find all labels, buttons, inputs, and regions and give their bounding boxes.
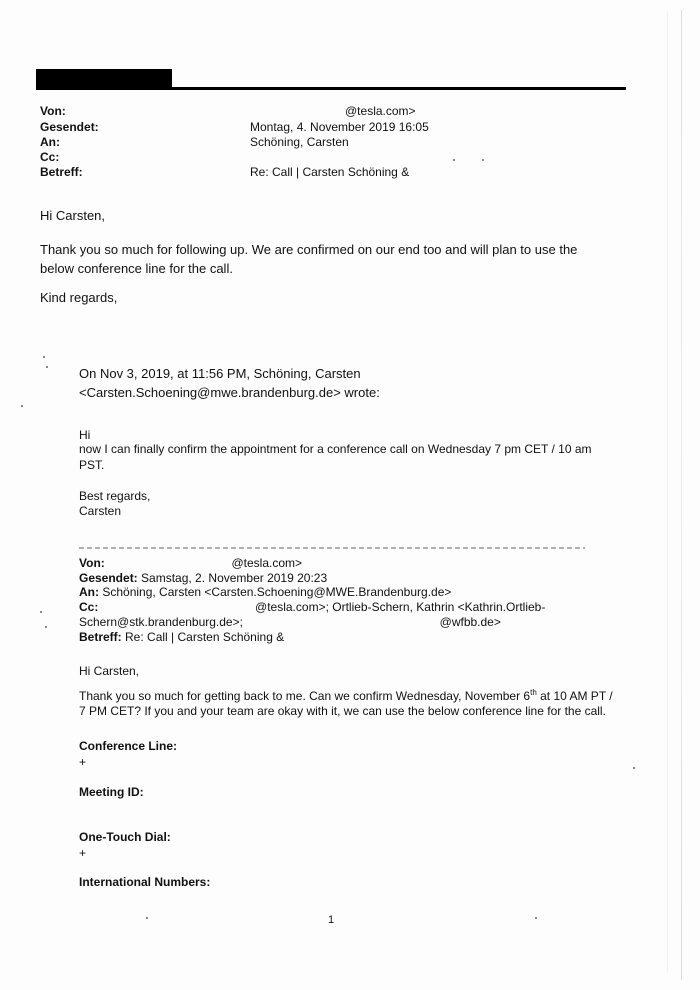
meeting-id-label: Meeting ID: <box>79 785 144 799</box>
forwarded-betreff-label: Betreff: <box>79 630 122 644</box>
scan-speck <box>146 917 148 919</box>
quoted-best-regards: Best regards, <box>79 489 151 503</box>
header-an-label: An: <box>40 135 60 149</box>
scan-speck <box>482 159 484 161</box>
header-von-value: @tesla.com> <box>345 104 416 118</box>
scan-speck <box>43 356 45 358</box>
redaction-block <box>36 69 172 88</box>
header-an-value: Schöning, Carsten <box>250 135 349 149</box>
scan-speck <box>46 366 48 368</box>
page-number: 1 <box>328 914 335 926</box>
forwarded-cc-label: Cc: <box>79 600 99 614</box>
email-paragraph: Thank you so much for following up. We are confirmed on our end too and will plan to use the below conference line for the call. <box>40 242 578 276</box>
forwarded-gesendet-label: Gesendet: <box>79 571 138 585</box>
scan-speck <box>453 159 455 161</box>
scan-speck <box>45 626 47 628</box>
forwarded-gesendet-value: Samstag, 2. November 2019 20:23 <box>141 571 328 585</box>
scan-edge-line <box>681 10 682 980</box>
forwarded-paragraph <box>79 689 614 719</box>
forwarded-greeting: Hi Carsten, <box>79 664 140 678</box>
forwarded-paragraph-superscript: th <box>530 688 537 697</box>
email-greeting: Hi Carsten, <box>40 208 106 223</box>
quoted-signature: Carsten <box>79 504 122 518</box>
forwarded-betreff-value: Re: Call | Carsten Schöning & <box>125 630 285 644</box>
scan-speck <box>21 405 23 407</box>
quoted-hi: Hi <box>79 428 91 442</box>
header-gesendet-label: Gesendet: <box>40 120 99 134</box>
header-betreff-label: Betreff: <box>40 165 83 179</box>
forwarded-betreff-line <box>79 630 599 645</box>
quoted-intro-line-2: <Carsten.Schoening@mwe.brandenburg.de> wrote: <box>79 385 380 400</box>
scan-speck <box>40 611 42 613</box>
forwarded-an-line <box>79 585 599 600</box>
one-touch-dial-plus: + <box>79 846 87 860</box>
header-betreff-value: Re: Call | Carsten Schöning & <box>250 165 410 179</box>
forwarded-paragraph-after: at 10 AM PT / 7 PM CET? If you and your team are okay with it, we can use the below conference line for the call. <box>79 689 613 718</box>
message-separator <box>79 547 585 549</box>
email-closing: Kind regards, <box>40 290 118 305</box>
header-cc-label: Cc: <box>40 150 60 164</box>
header-von-label: Von: <box>40 104 66 118</box>
forwarded-gesendet-line <box>79 571 599 586</box>
quoted-intro-line-1: On Nov 3, 2019, at 11:56 PM, Schöning, Carsten <box>79 366 361 381</box>
forwarded-cc-value-line1: @tesla.com>; Ortlieb-Schern, Kathrin <Kathrin.Ortlieb- <box>255 600 546 614</box>
forwarded-paragraph-before: Thank you so much for getting back to me. Can we confirm Wednesday, November 6 <box>79 689 531 703</box>
forwarded-an-label: An: <box>79 585 99 599</box>
forwarded-cc-value-line2-right: @wfbb.de> <box>439 615 501 629</box>
forwarded-cc-line-1 <box>79 600 599 615</box>
conference-line-plus: + <box>79 755 87 769</box>
header-gesendet-value: Montag, 4. November 2019 16:05 <box>250 120 429 134</box>
international-numbers-label: International Numbers: <box>79 875 211 889</box>
conference-line-label: Conference Line: <box>79 739 178 753</box>
one-touch-dial-label: One-Touch Dial: <box>79 830 171 844</box>
forwarded-von-label: Von: <box>79 556 105 570</box>
header-rule <box>36 87 626 90</box>
forwarded-cc-line-2 <box>79 615 599 630</box>
forwarded-von-line <box>79 556 599 571</box>
forwarded-cc-value-line2-left: Schern@stk.brandenburg.de>; <box>79 615 243 629</box>
scan-speck <box>633 767 635 769</box>
scan-edge-line-secondary <box>667 12 668 972</box>
forwarded-an-value: Schöning, Carsten <Carsten.Schoening@MWE.Brandenburg.de> <box>102 585 452 599</box>
scan-speck <box>535 917 537 919</box>
quoted-message: now I can finally confirm the appointment for a conference call on Wednesday 7 pm CET / 10 am PST. <box>79 442 592 472</box>
forwarded-von-value: @tesla.com> <box>231 556 303 570</box>
